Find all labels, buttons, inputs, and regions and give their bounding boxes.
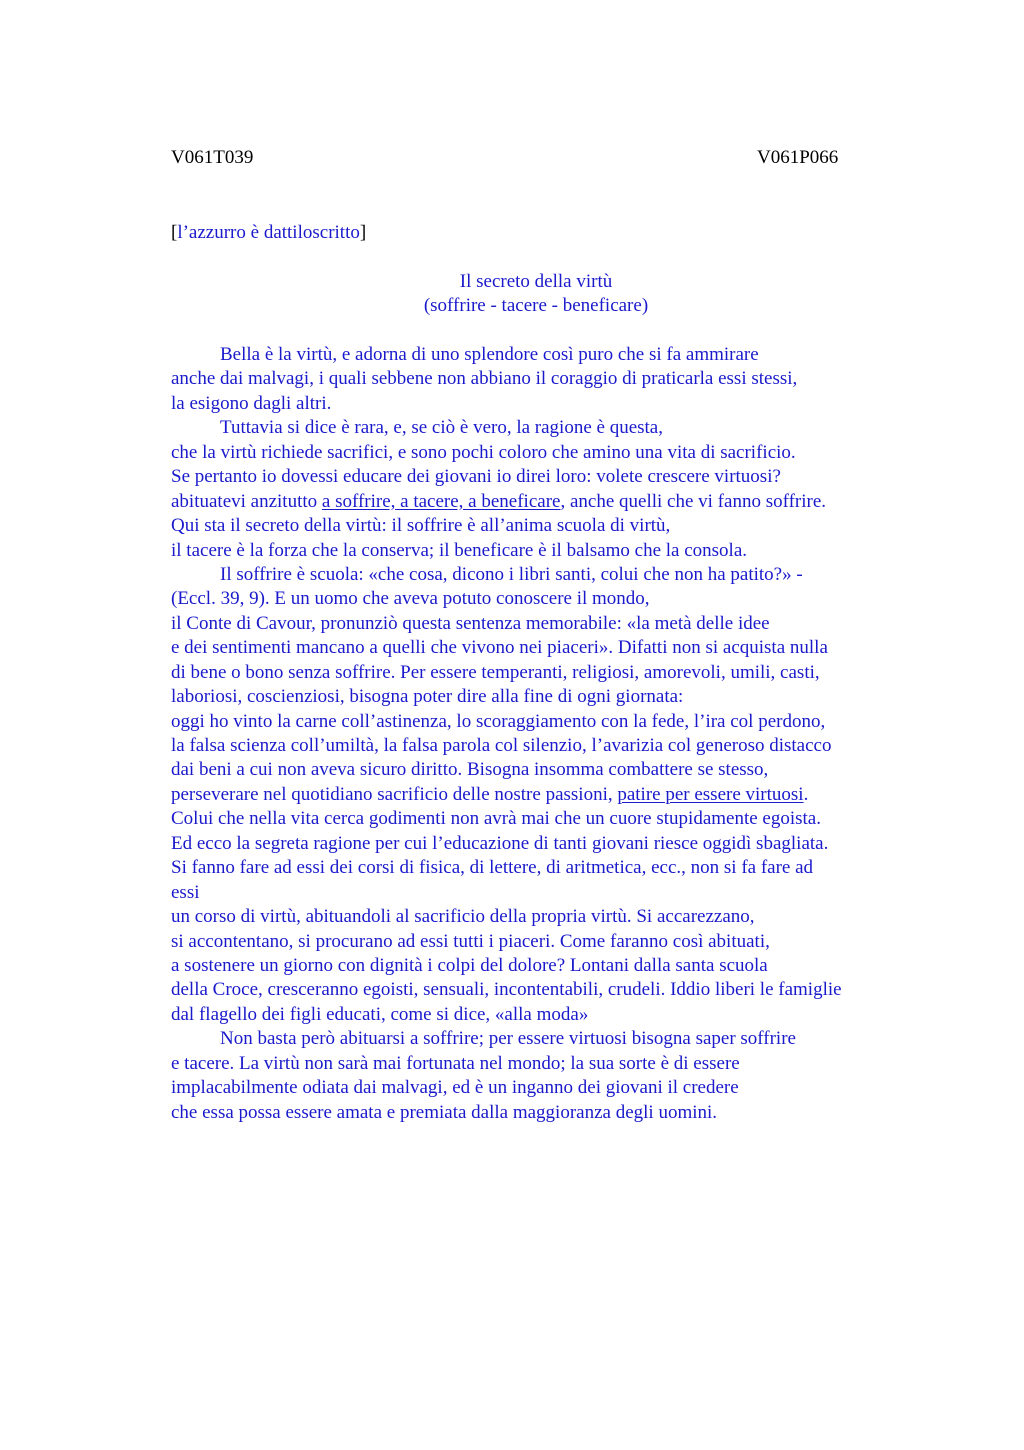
text-line: dai beni a cui non aveva sicuro diritto. Bisogna insomma combattere se stesso, <box>171 759 769 781</box>
body-text <box>171 343 931 1125</box>
document-code-left: V061T039 <box>171 147 254 168</box>
text-line: Se pertanto io dovessi educare dei giovani io direi loro: volete crescere virtuosi? <box>171 466 781 488</box>
text-line: Qui sta il secreto della virtù: il soffrire è all’anima scuola di virtù, <box>171 515 671 537</box>
text-segment: , anche quelli che vi fanno soffrire. <box>560 490 827 512</box>
text-line: e tacere. La virtù non sarà mai fortunata nel mondo; la sua sorte è di essere <box>171 1052 740 1074</box>
text-line: un corso di virtù, abituandoli al sacrificio della propria virtù. Si accarezzano, <box>171 906 755 928</box>
text-line: essi <box>171 881 200 903</box>
underlined-phrase: a soffrire, a tacere, a beneficare <box>321 490 561 512</box>
text-line: la esigono dagli altri. <box>171 392 332 414</box>
text-line: di bene o bono senza soffrire. Per essere temperanti, religiosi, amorevoli, umili, casti, <box>171 661 820 683</box>
text-line: Ed ecco la segreta ragione per cui l’educazione di tanti giovani riesce oggidì sbagliata. <box>171 832 829 854</box>
text-line: (Eccl. 39, 9). E un uomo che aveva potuto conoscere il mondo, <box>171 588 650 610</box>
text-line: la falsa scienza coll’umiltà, la falsa parola col silenzio, l’avarizia col generoso distacco <box>171 735 832 756</box>
underlined-phrase: patire per essere virtuosi <box>617 783 804 805</box>
text-line: Bella è la virtù, e adorna di uno splendore così puro che si fa ammirare <box>220 344 759 365</box>
text-line <box>171 783 931 807</box>
text-line: dal flagello dei figli educati, come si dice, «alla moda» <box>171 1003 589 1025</box>
editorial-note <box>171 221 366 245</box>
text-line: che essa possa essere amata e premiata dalla maggioranza degli uomini. <box>171 1101 718 1123</box>
text-line: e dei sentimenti mancano a quelli che vivono nei piaceri». Difatti non si acquista nulla <box>171 637 828 659</box>
text-segment: perseverare nel quotidiano sacrificio delle nostre passioni, <box>171 783 618 805</box>
page-title: Il secreto della virtù <box>459 271 613 292</box>
note-text: l’azzurro è dattiloscritto <box>177 222 360 243</box>
text-line: che la virtù richiede sacrifici, e sono pochi coloro che amino una vita di sacrificio. <box>171 441 796 463</box>
text-line: Si fanno fare ad essi dei corsi di fisica, di lettere, di aritmetica, ecc., non si fa fare ad <box>171 857 814 879</box>
note-bracket-close: ] <box>359 222 367 243</box>
page-code-right: V061P066 <box>757 147 839 168</box>
text-line: anche dai malvagi, i quali sebbene non abbiano il coraggio di praticarla essi stessi, <box>171 368 798 390</box>
text-line: il Conte di Cavour, pronunziò questa sentenza memorabile: «la metà delle idee <box>171 612 770 634</box>
text-segment: abituatevi anzitutto <box>171 490 322 512</box>
text-line: Tuttavia si dice è rara, e, se ciò è vero, la ragione è questa, <box>220 417 663 439</box>
text-line: implacabilmente odiata dai malvagi, ed è un inganno dei giovani il credere <box>171 1077 739 1099</box>
text-line: laboriosi, coscienziosi, bisogna poter dire alla fine di ogni giornata: <box>171 686 684 708</box>
text-line: a sostenere un giorno con dignità i colpi del dolore? Lontani dalla santa scuola <box>171 954 768 976</box>
text-line <box>171 490 931 514</box>
text-line: oggi ho vinto la carne coll’astinenza, lo scoraggiamento con la fede, l’ira col perdono, <box>171 710 826 732</box>
text-line: Non basta però abituarsi a soffrire; per essere virtuosi bisogna saper soffrire <box>220 1028 796 1050</box>
text-line: della Croce, cresceranno egoisti, sensuali, incontentabili, crudeli. Iddio liberi le famiglie <box>171 979 842 1001</box>
text-segment: . <box>803 783 809 805</box>
text-line: Colui che nella vita cerca godimenti non avrà mai che un cuore stupidamente egoista. <box>171 808 821 830</box>
text-line: Il soffrire è scuola: «che cosa, dicono i libri santi, colui che non ha patito?» - <box>220 563 803 585</box>
page-subtitle: (soffrire - tacere - beneficare) <box>423 295 649 316</box>
text-line: il tacere è la forza che la conserva; il beneficare è il balsamo che la consola. <box>171 539 748 561</box>
text-line: si accontentano, si procurano ad essi tutti i piaceri. Come faranno così abituati, <box>171 930 770 952</box>
note-bracket-open: [ <box>171 222 178 243</box>
